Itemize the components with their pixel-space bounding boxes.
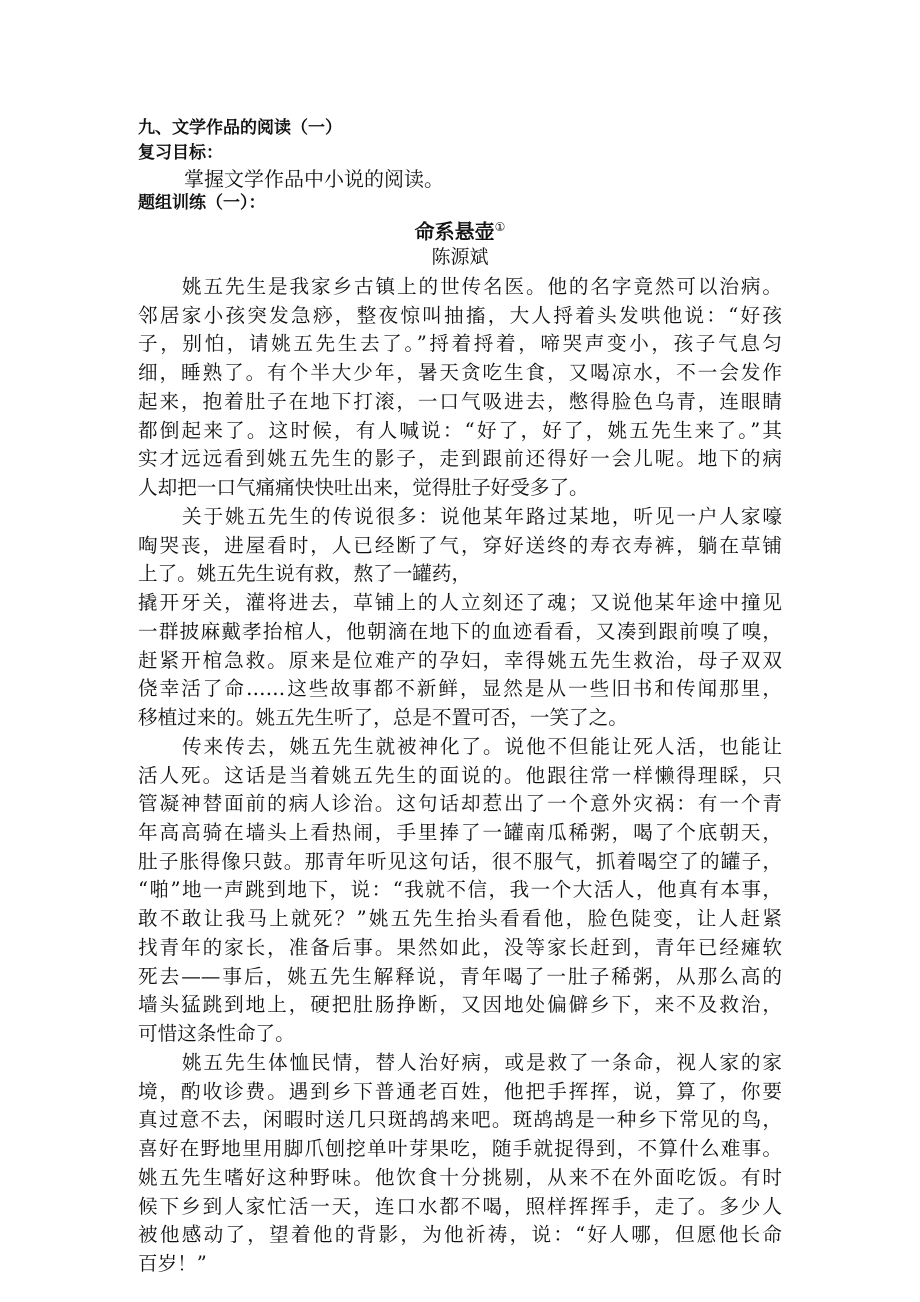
text-line: 活人死。这话是当着姚五先生的面说的。他跟往常一样懒得理睬，只 xyxy=(138,764,782,787)
text-line: 子，别怕，请姚五先生去了。”捋着捋着，啼哭声变小，孩子气息匀 xyxy=(138,332,782,355)
text-line: 境，酌收诊费。遇到乡下普通老百姓，他把手挥挥，说，算了，你要 xyxy=(138,1080,782,1103)
text-line: 喜好在野地里用脚爪刨挖单叶芽果吃，随手就捉得到，不算什么难事。 xyxy=(138,1137,782,1160)
text-line: 候下乡到人家忙活一天，连口水都不喝，照样挥挥手，走了。多少人 xyxy=(138,1195,782,1218)
text-line: 一群披麻戴孝抬棺人，他朝滴在地下的血迹看看，又凑到跟前嗅了嗅， xyxy=(138,620,782,643)
goal-label: 复习目标： xyxy=(138,143,223,163)
text-line: 侥幸活了命……这些故事都不新鲜，显然是从一些旧书和传闻那里， xyxy=(138,677,782,700)
text-line: 撬开牙关，灌将进去，草铺上的人立刻还了魂；又说他某年途中撞见 xyxy=(138,591,782,614)
group-label: 题组训练（一）： xyxy=(138,193,266,213)
article-author: 陈源斌 xyxy=(431,246,489,268)
text-line: 细，睡熟了。有个半大少年，暑天贪吃生食，又喝凉水，不一会发作 xyxy=(138,361,782,384)
goal-text: 掌握文学作品中小说的阅读。 xyxy=(184,167,444,191)
text-line: 死去——事后，姚五先生解释说，青年喝了一肚子稀粥，从那么高的 xyxy=(138,965,782,988)
text-line: 被他感动了，望着他的背影，为他祈祷，说：“好人哪，但愿他长命 xyxy=(138,1223,782,1246)
text-line: 找青年的家长，准备后事。果然如此，没等家长赶到，青年已经瘫软 xyxy=(138,936,782,959)
section-title: 九、文学作品的阅读（一） xyxy=(138,118,342,138)
text-line: 邻居家小孩突发急痧，整夜惊叫抽搐，大人捋着头发哄他说：“好孩 xyxy=(138,304,782,327)
title-footnote-mark: ① xyxy=(494,220,506,234)
text-line: 实才远远看到姚五先生的影子，走到跟前还得好一会儿呢。地下的病 xyxy=(138,447,782,470)
text-line: 啕哭丧，进屋看时，人已经断了气，穿好送终的寿衣寿裤，躺在草铺 xyxy=(138,534,782,557)
text-line: 赶紧开棺急救。原来是位难产的孕妇，幸得姚五先生救治，母子双双 xyxy=(138,649,782,672)
text-line: 姚五先生是我家乡古镇上的世传名医。他的名字竟然可以治病。 xyxy=(182,275,782,298)
text-line: 起来，抱着肚子在地下打滚，一口气吸进去，憋得脸色乌青，连眼睛 xyxy=(138,390,782,413)
text-line: 百岁！” xyxy=(138,1252,207,1275)
article-title xyxy=(0,212,920,247)
text-line: 人却把一口气痛痛快快吐出来，觉得肚子好受多了。 xyxy=(138,476,589,499)
text-line: 敢不敢让我马上就死？”姚五先生抬头看看他，脸色陡变，让人赶紧 xyxy=(138,907,782,930)
text-line: 可惜这条性命了。 xyxy=(138,1022,295,1045)
text-line: 关于姚五先生的传说很多：说他某年路过某地，听见一户人家嚎 xyxy=(182,505,782,528)
text-line: 上了。姚五先生说有救，熬了一罐药， xyxy=(138,562,472,585)
text-line: 都倒起来了。这时候，有人喊说：“好了，好了，姚五先生来了。”其 xyxy=(138,419,782,442)
text-line: 移植过来的。姚五先生听了，总是不置可否，一笑了之。 xyxy=(138,706,628,729)
article-title-text: 命系悬壶 xyxy=(414,219,495,244)
text-line: 肚子胀得像只鼓。那青年听见这句话，很不服气，抓着喝空了的罐子， xyxy=(138,850,782,873)
text-line: 真过意不去，闲暇时送几只斑鸪鸪来吧。斑鸪鸪是一种乡下常见的鸟， xyxy=(138,1108,782,1131)
text-line: 年高高骑在墙头上看热闹，手里捧了一罐南瓜稀粥，喝了个底朝天， xyxy=(138,821,782,844)
text-line: 传来传去，姚五先生就被神化了。说他不但能让死人活，也能让 xyxy=(182,735,782,758)
text-line: 姚五先生嗜好这种野味。他饮食十分挑剔，从来不在外面吃饭。有时 xyxy=(138,1166,782,1189)
text-line: 墙头猛跳到地上，硬把肚肠挣断，又因地处偏僻乡下，来不及救治， xyxy=(138,993,782,1016)
text-line: 管凝神替面前的病人诊治。这句话却惹出了一个意外灾祸：有一个青 xyxy=(138,792,782,815)
text-line: “啪”地一声跳到地下，说：“我就不信，我一个大活人，他真有本事， xyxy=(138,878,782,901)
text-line: 姚五先生体恤民情，替人治好病，或是救了一条命，视人家的家 xyxy=(182,1051,782,1074)
